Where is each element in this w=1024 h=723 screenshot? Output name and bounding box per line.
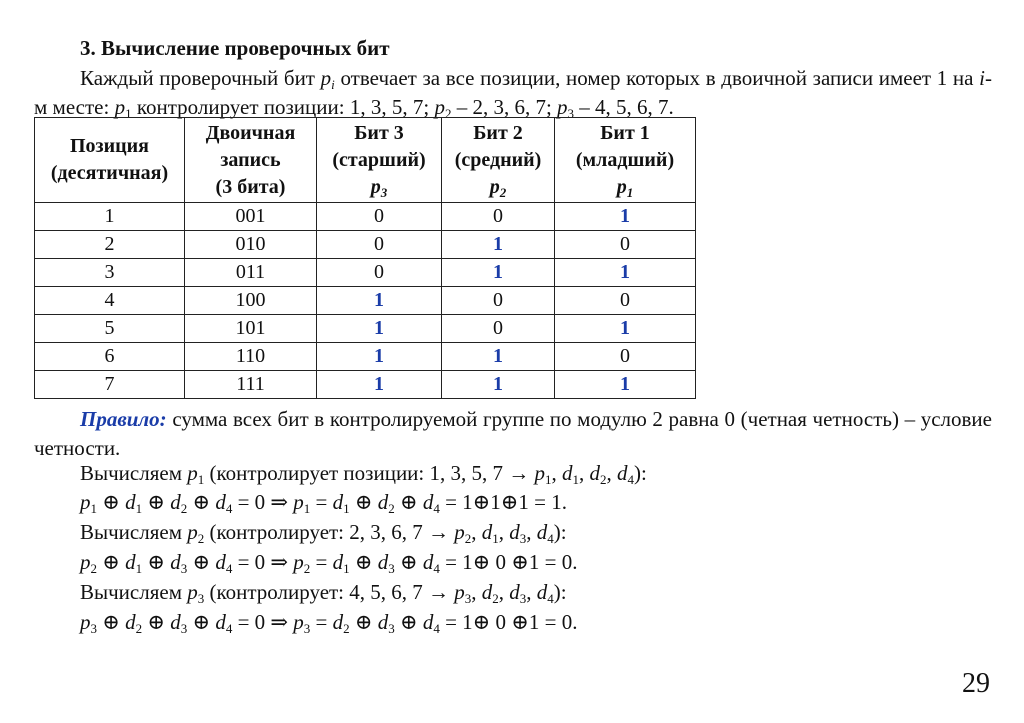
table-row (35, 259, 696, 287)
cell-bit2: 1 (442, 343, 555, 371)
cell-position: 5 (35, 315, 185, 343)
table-row (35, 231, 696, 259)
cell-bit3: 0 (317, 259, 442, 287)
calc-p2-equation: $p_2$ ⊕ $d_1$ ⊕ $d_3$ ⊕ $d_4 = 0$ ⇒ $p_2 = d_1$ ⊕ $d_3$ ⊕ $d_4$ = 1⊕ 0 ⊕1 = 0. (80, 550, 578, 576)
cell-bit1: 0 (555, 231, 696, 259)
cell-bit2: 0 (442, 203, 555, 231)
cell-bit1: 0 (555, 343, 696, 371)
table-header-row (35, 118, 696, 203)
cell-bit2: 0 (442, 315, 555, 343)
cell-bit1: 1 (555, 371, 696, 399)
cell-bit2: 0 (442, 287, 555, 315)
cell-binary: 011 (185, 259, 317, 287)
calc-p1-equation: $p_1$ ⊕ $d_1$ ⊕ $d_2$ ⊕ $d_4 = 0$ ⇒ $p_1 = d_1$ ⊕ $d_2$ ⊕ $d_4$ = 1⊕1⊕1 = 1. (80, 490, 567, 516)
cell-bit3: 1 (317, 315, 442, 343)
table-row (35, 371, 696, 399)
calc-p2-text: Вычисляем $p_2$ (контролирует: 2, 3, 6, $7 \to p_2$, $d_1$, $d_3$, $d_4$): (80, 520, 567, 546)
cell-position: 2 (35, 231, 185, 259)
cell-position: 1 (35, 203, 185, 231)
rule-paragraph (34, 405, 992, 463)
calc-p3-equation: $p_3$ ⊕ $d_2$ ⊕ $d_3$ ⊕ $d_4 = 0$ ⇒ $p_3 = d_2$ ⊕ $d_3$ ⊕ $d_4$ = 1⊕ 0 ⊕1 = 0. (80, 610, 578, 636)
section-title: 3. Вычисление проверочных бит (80, 36, 390, 60)
calc-p1-text: Вычисляем $p_1$ (контролирует позиции: 1, 3, 5, $7 \to p_1$, $d_1$, $d_2$, $d_4$): (80, 461, 647, 487)
cell-binary: 101 (185, 315, 317, 343)
header-bit2: Бит 2 (средний) $p_2$ (442, 118, 555, 203)
bit-table (34, 117, 696, 399)
cell-bit1: 1 (555, 203, 696, 231)
cell-bit3: 1 (317, 287, 442, 315)
cell-bit1: 1 (555, 315, 696, 343)
table-row (35, 203, 696, 231)
table-row (35, 343, 696, 371)
table-row (35, 287, 696, 315)
cell-bit2: 1 (442, 259, 555, 287)
rule-text: сумма всех бит в контролируемой группе по модулю 2 равна 0 (четная четность) – условие четности. (34, 407, 992, 460)
cell-bit1: 1 (555, 259, 696, 287)
cell-bit3: 1 (317, 343, 442, 371)
rule-keyword: Правило: (80, 407, 167, 431)
cell-position: 6 (35, 343, 185, 371)
cell-bit3: 0 (317, 231, 442, 259)
cell-binary: 110 (185, 343, 317, 371)
intro-paragraph: Каждый проверочный бит $p_i$ отвечает за все позиции, номер которых в двоичной записи имеет 1 на i-м месте: $p_1$ контролирует позиции: 1, 3, 5, 7; $p_2 - 2$, 3, 6, 7; $p_3 - 4$, 5, 6, 7. (34, 66, 992, 121)
cell-position: 4 (35, 287, 185, 315)
page-number: 29 (962, 668, 990, 699)
cell-binary: 001 (185, 203, 317, 231)
cell-position: 7 (35, 371, 185, 399)
cell-binary: 010 (185, 231, 317, 259)
cell-bit3: 0 (317, 203, 442, 231)
table-row (35, 315, 696, 343)
cell-bit2: 1 (442, 231, 555, 259)
cell-binary: 100 (185, 287, 317, 315)
header-binary: Двоичная запись (3 бита) (185, 118, 317, 203)
cell-bit3: 1 (317, 371, 442, 399)
cell-position: 3 (35, 259, 185, 287)
cell-bit2: 1 (442, 371, 555, 399)
header-position: Позиция (десятичная) (35, 118, 185, 203)
header-bit3: Бит 3 (старший) $p_3$ (317, 118, 442, 203)
cell-bit1: 0 (555, 287, 696, 315)
header-bit1: Бит 1 (младший) $p_1$ (555, 118, 696, 203)
calc-p3-text: Вычисляем $p_3$ (контролирует: 4, 5, 6, $7 \to p_3$, $d_2$, $d_3$, $d_4$): (80, 580, 567, 606)
cell-binary: 111 (185, 371, 317, 399)
